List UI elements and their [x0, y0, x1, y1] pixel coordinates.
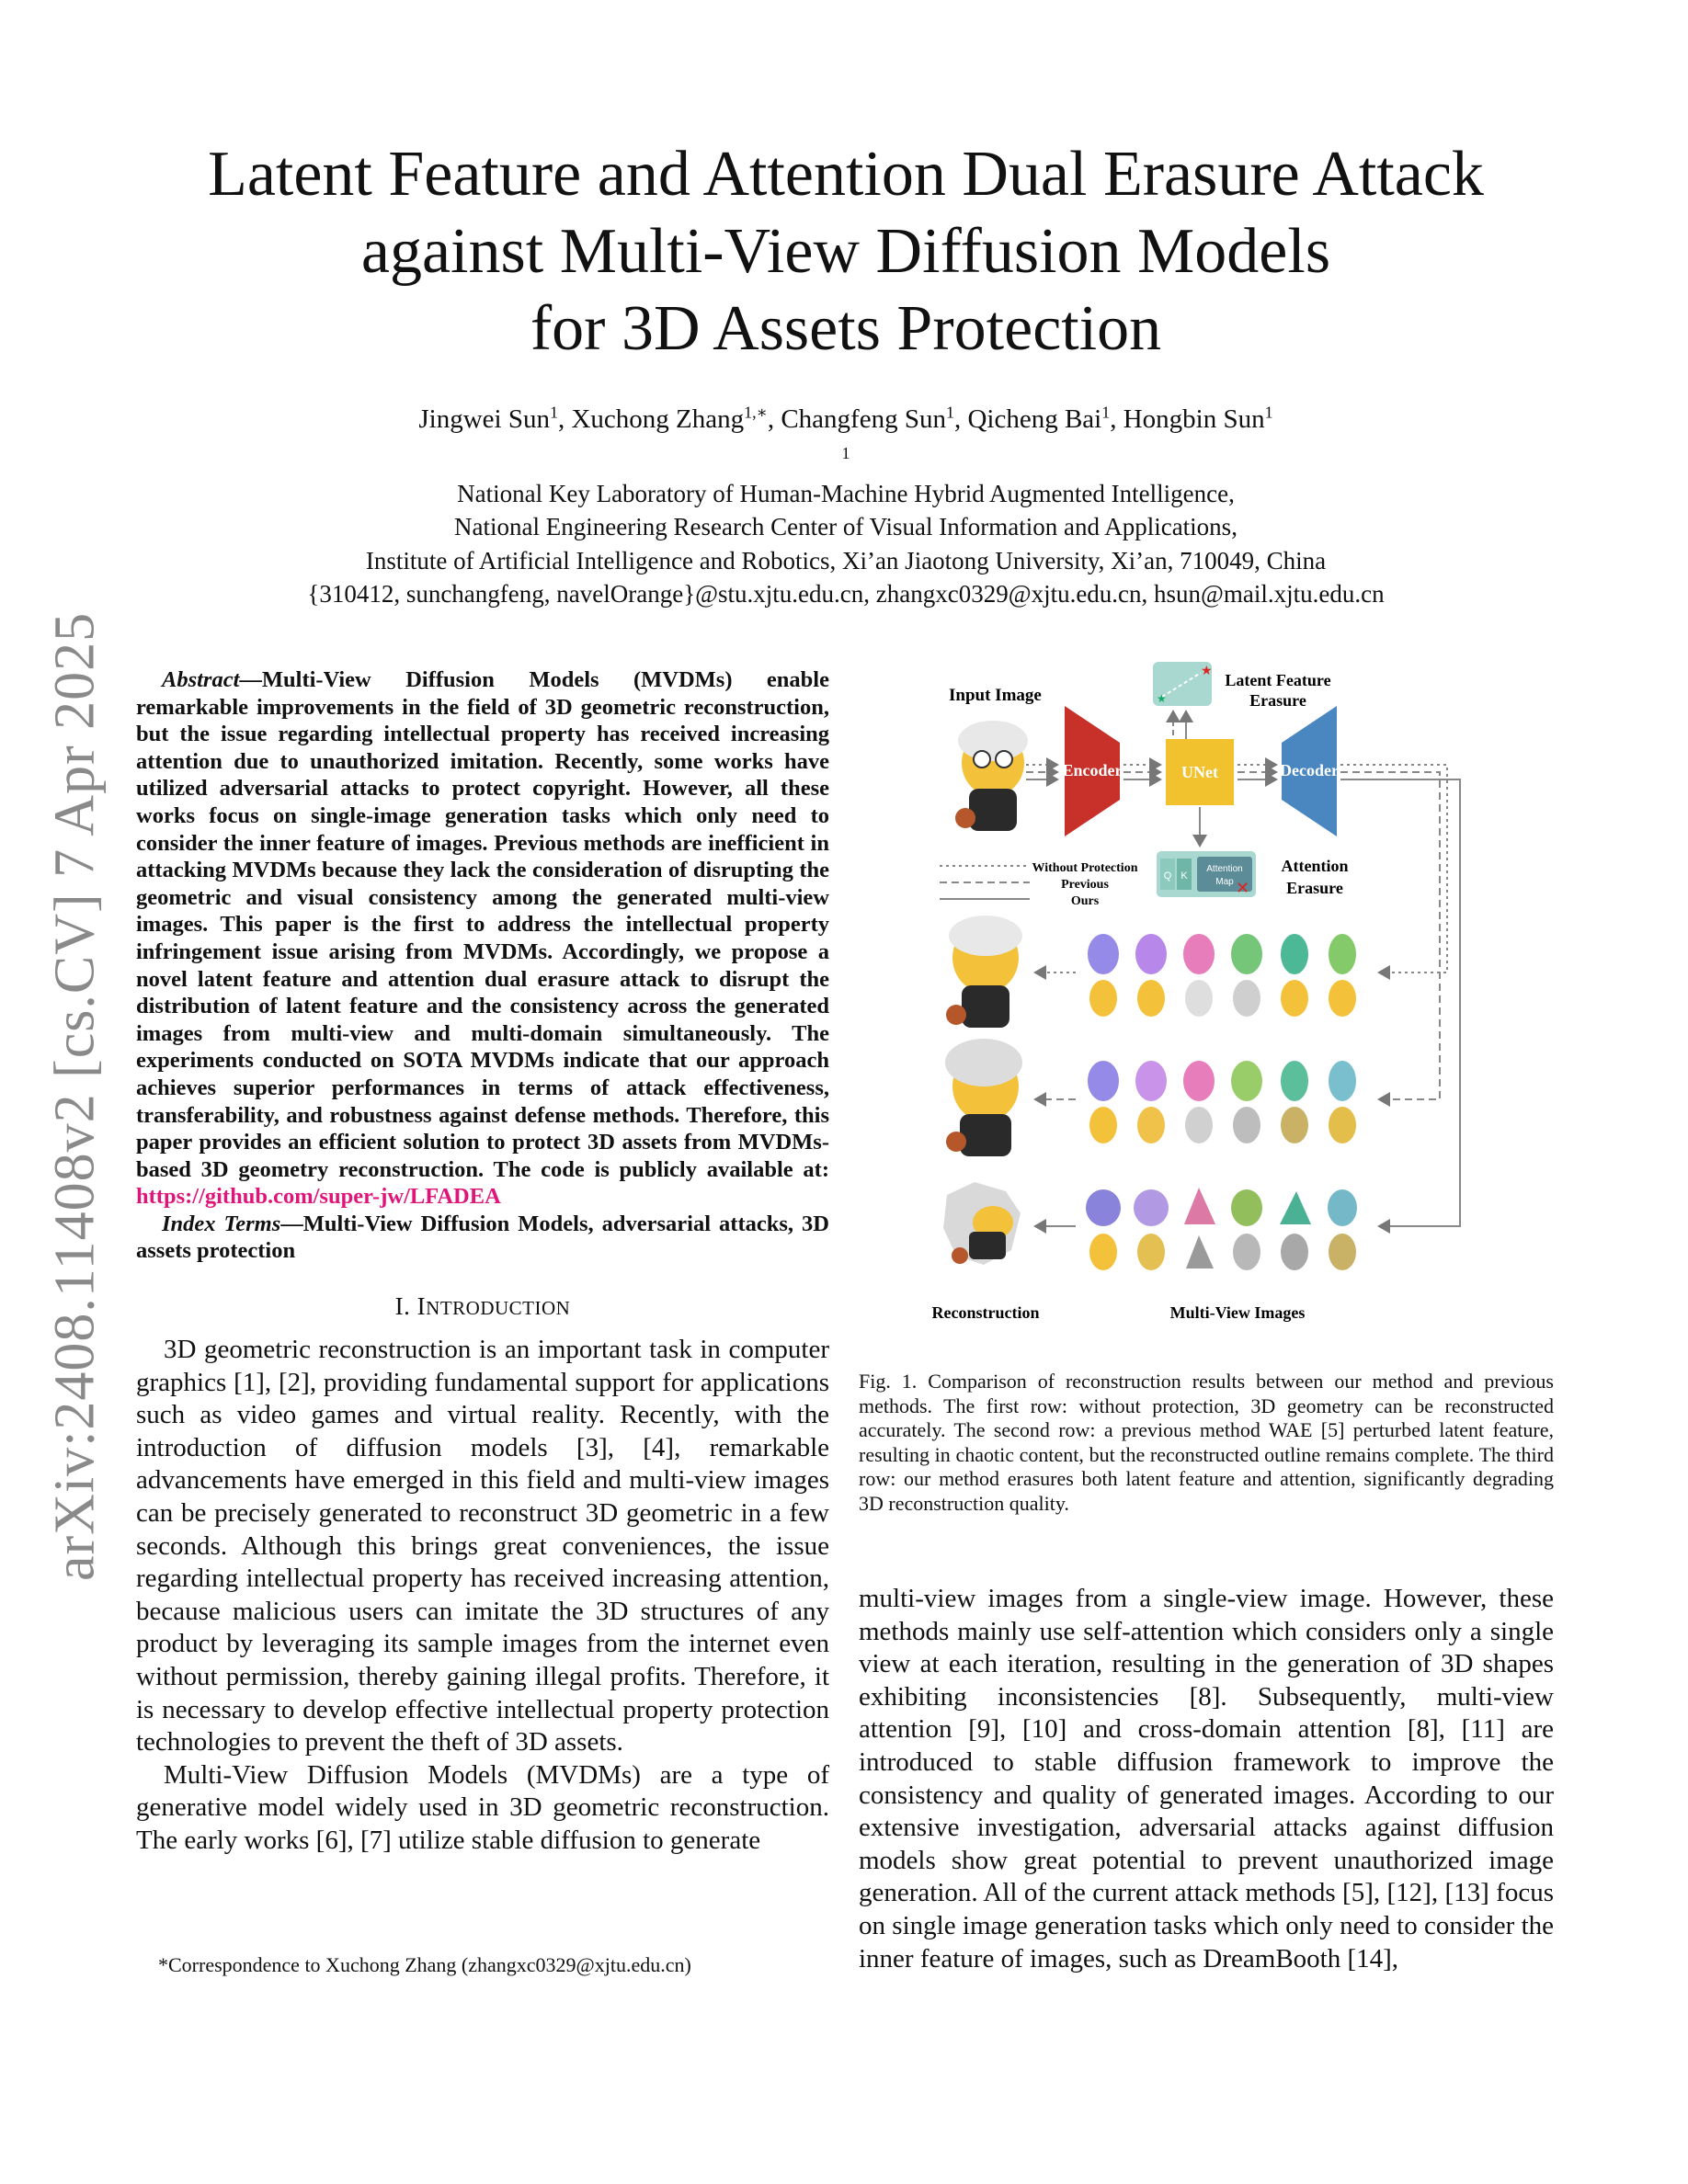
author-name: Xuchong Zhang	[571, 404, 745, 434]
latent-erasure-label-1: Latent Feature	[1225, 671, 1331, 689]
author-name: Hongbin Sun	[1123, 404, 1265, 434]
q-label: Q	[1163, 870, 1172, 882]
author-name: Changfeng Sun	[781, 404, 946, 434]
author-sup: 1	[1264, 403, 1273, 422]
k-label: K	[1180, 870, 1188, 882]
author-sup: 1	[945, 403, 954, 422]
encoder-label: Encoder	[1062, 761, 1123, 779]
attention-map-label-1: Attention	[1206, 864, 1243, 874]
affiliation-text: National Key Laboratory of Human-Machine Hybrid Augmented Intelligence,	[457, 479, 1235, 507]
unet-label: UNet	[1181, 763, 1218, 781]
intro-paragraph-1: 3D geometric reconstruction is an important task in computer graphics [1], [2], providing fundamental support for applications such as video games and virtual reality. Recently, with the introduction of diffusion models [3], [4], remarkable advancements have emerged in this field and multi-view images can be precisely generated to reconstruct 3D geometric in a few seconds. Although this brings great conveniences, the issue regarding intellectual property has received increasing attention, because malicious users can imitate the 3D structures of any product by leveraging its sample images from the internet even without permission, thereby gaining illegal profits. Therefore, it is necessary to develop effective intellectual property protection technologies to prevent the theft of 3D assets.	[136, 1335, 829, 1757]
index-terms-text: Multi-View Diffusion Models, adversarial attacks, 3D assets protection	[136, 1211, 829, 1264]
input-image-label: Input Image	[949, 686, 1042, 705]
affiliation-sup: 1	[841, 444, 850, 462]
abstract	[136, 666, 829, 1211]
figure-diagram	[919, 662, 1508, 1342]
affiliation-block	[147, 443, 1545, 611]
affiliation-line-3: Institute of Artificial Intelligence and Robotics, Xi’an Jiaotong University, Xi’an, 710049, China	[365, 546, 1327, 574]
recon-row-1	[946, 916, 1022, 1028]
section-numeral: I.	[394, 1292, 417, 1321]
author-emails: {310412, sunchangfeng, navelOrange}@stu.xjtu.edu.cn, zhangxc0329@xjtu.edu.cn, hsun@mail.xjtu.edu.cn	[307, 580, 1385, 608]
affiliation-line-1	[147, 443, 1545, 510]
intro-paragraph-2: Multi-View Diffusion Models (MVDMs) are a type of generative model widely used in 3D geometric reconstruction. The early works [6], [7] utilize stable diffusion to generate	[136, 1759, 829, 1855]
multi-view-images-label: Multi-View Images	[1169, 1303, 1306, 1322]
input-character	[955, 721, 1028, 831]
attention-erasure-label-2: Erasure	[1286, 879, 1343, 897]
arxiv-identifier: arXiv:2408.11408v2 [cs.CV] 7 Apr 2025	[43, 611, 107, 1581]
affiliation-line-2: National Engineering Research Center of Visual Information and Applications,	[454, 513, 1237, 540]
legend-without-protection: Without Protection	[1032, 861, 1138, 875]
paper-title	[110, 136, 1581, 368]
decoder-label: Decoder	[1280, 761, 1339, 779]
abstract-dash: —	[239, 667, 262, 692]
author-name: Jingwei Sun	[418, 404, 550, 434]
title-line-3: for 3D Assets Protection	[530, 293, 1162, 364]
recon-row-3	[943, 1182, 1021, 1265]
right-column	[859, 1583, 1554, 1975]
right-paragraph: multi-view images from a single-view image. However, these methods mainly use self-attention which considers only a single view at each iteration, resulting in the generation of 3D shapes exhibiting inconsistencies [8]. Subsequently, multi-view attention [9], [10] and cross-domain attention [8], [11] are introduced to stable diffusion framework to improve the consistency and quality of generated images. According to our extensive investigation, adversarial attacks against diffusion models show great potential to prevent unauthorized image generation. All of the current attack methods [5], [12], [13] focus on single image generation tasks which only need to consider the inner feature of images, such as DreamBooth [14],	[859, 1584, 1554, 1974]
section-title-rest: NTRODUCTION	[426, 1297, 571, 1320]
section-heading-introduction	[136, 1292, 829, 1321]
title-line-2: against Multi-View Diffusion Models	[360, 216, 1331, 287]
index-terms-label: Index Terms	[162, 1211, 281, 1236]
author-list: Jingwei Sun$^1$, Xuchong Zhang$^{1,∗}$, Changfeng Sun$^1$, Qicheng Bai$^1$, Hongbin Sun$^1$	[418, 403, 1273, 434]
author-name: Qicheng Bai	[967, 404, 1102, 434]
author-sup: 1,∗	[744, 403, 768, 422]
legend-ours: Ours	[1070, 894, 1100, 908]
latent-star-small-icon: ★	[1157, 692, 1167, 705]
multi-view-grid	[1086, 934, 1357, 1270]
erase-cross-icon: ✕	[1236, 879, 1250, 898]
latent-star-icon: ★	[1201, 665, 1213, 678]
title-line-1: Latent Feature and Attention Dual Erasure Attack	[208, 139, 1484, 210]
left-column	[136, 666, 829, 1858]
section-first-letter: I	[416, 1292, 427, 1321]
attention-map-label-2: Map	[1215, 877, 1234, 887]
abstract-label: Abstract	[162, 667, 240, 692]
index-terms-dash: —	[280, 1211, 303, 1236]
index-terms	[136, 1211, 829, 1265]
code-link[interactable]: https://github.com/super-jw/LFADEA	[136, 1184, 501, 1210]
recon-row-2	[945, 1039, 1022, 1156]
correspondence-footnote: *Correspondence to Xuchong Zhang (zhangxc0329@xjtu.edu.cn)	[158, 1953, 691, 1976]
author-sup: 1	[1101, 403, 1111, 422]
legend-previous: Previous	[1061, 878, 1109, 892]
attention-erasure-label-1: Attention	[1281, 857, 1349, 875]
figure-caption: Fig. 1. Comparison of reconstruction results between our method and previous methods. The first row: without protection, 3D geometry can be reconstructed accurately. The second row: a previous method WAE [5] perturbed latent feature, resulting in chaotic content, but the reconstructed outline remains complete. The third row: our method erasures both latent feature and attention, significantly degrading 3D reconstruction quality.	[859, 1370, 1554, 1515]
author-sup: 1	[549, 403, 558, 422]
reconstruction-label: Reconstruction	[931, 1303, 1040, 1322]
latent-erasure-label-2: Erasure	[1249, 691, 1306, 710]
abstract-text: Multi-View Diffusion Models (MVDMs) enable remarkable improvements in the field of 3D geometric reconstruction, but the issue regarding intellectual property has received increasing attention due to unauthorized imitation. Recently, some works have utilized adversarial attacks to protect copyright. However, all these works focus on single-image generation tasks which only need to consider the inner feature of images. Previous methods are inefficient in attacking MVDMs because they lack the consideration of disrupting the geometric and visual consistency among the generated multi-view images. This paper is the first to address the intellectual property infringement issue arising from MVDMs. Accordingly, we propose a novel latent feature and attention dual erasure attack to disrupt the distribution of latent feature and the consistency across the generated images from multi-view and multi-domain simultaneously. The experiments conducted on SOTA MVDMs indicate that our approach achieves superior performances in terms of attack effectiveness, transferability, and robustness against defense methods. Therefore, this paper provides an efficient solution to protect 3D assets from MVDMs-based 3D geometry reconstruction. The code is publicly available at:	[136, 667, 829, 1182]
figure-1	[919, 662, 1508, 1342]
